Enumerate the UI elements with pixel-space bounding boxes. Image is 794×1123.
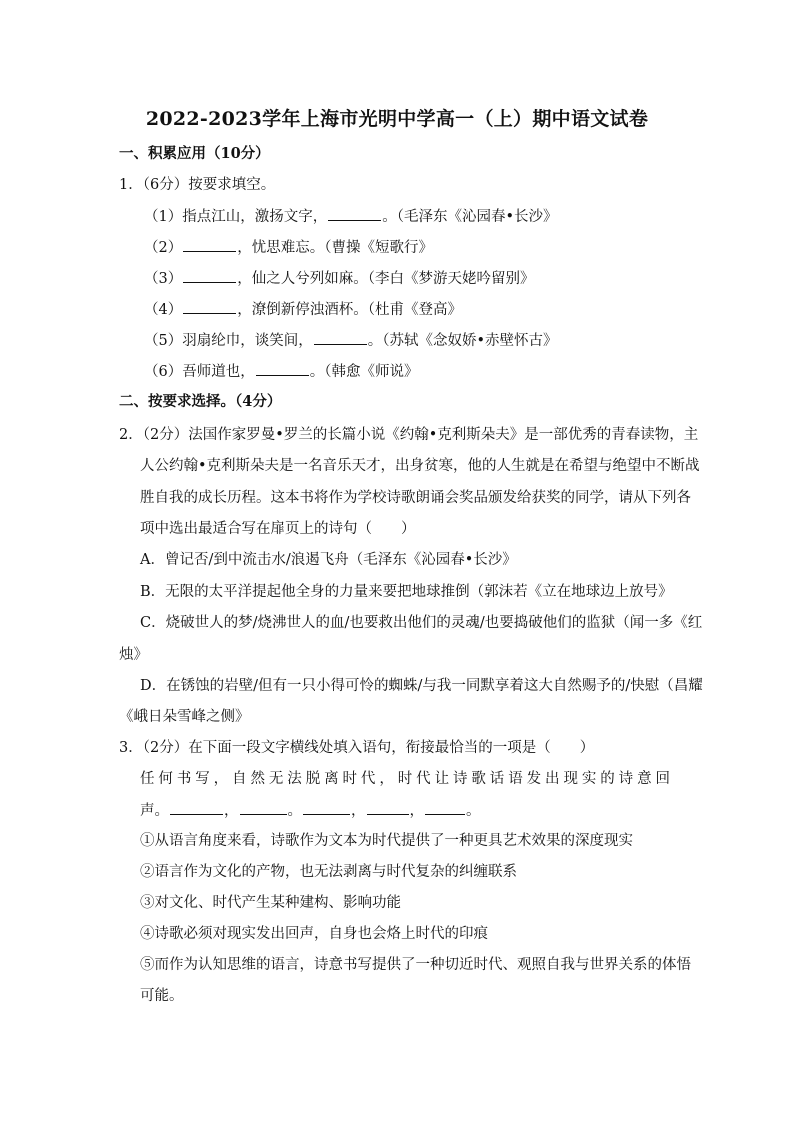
- q1-item-4-pre: （4）: [144, 302, 183, 318]
- q2-option-c[interactable]: C．烧破世人的梦/烧沸世人的血/也要救出他们的灵魂/也要捣破他们的监狱（闻一多《红: [140, 615, 703, 631]
- q3-blank-2[interactable]: [240, 800, 287, 815]
- q1-item-3-post: ，仙之人兮列如麻。（李白《梦游天姥吟留别》: [237, 271, 535, 287]
- q3-blank-4[interactable]: [367, 800, 409, 815]
- section-1-heading: 一、积累应用（10分）: [119, 145, 270, 162]
- q3-sep-2: 。: [287, 803, 302, 819]
- q2-option-a[interactable]: A．曾记否/到中流击水/浪遏飞舟（毛泽东《沁园春•长沙》: [140, 552, 517, 568]
- q3-passage-pre: 声。: [140, 803, 169, 819]
- q1-stem: 1．（6分）按要求填空。: [119, 177, 276, 193]
- q1-item-5-post: 。（苏轼《念奴娇•赤壁怀古》: [367, 333, 558, 349]
- q2-stem-line-2: 人公约翰•克利斯朵夫是一名音乐天才，出身贫寒，他的人生就是在希望与绝望中不断战: [140, 458, 700, 474]
- q3-stem: 3．（2分）在下面一段文字横线处填入语句，衔接最恰当的一项是（ ）: [119, 740, 595, 756]
- q1-item-6-blank[interactable]: [256, 361, 309, 376]
- q2-option-d[interactable]: D．在锈蚀的岩壁/但有一只小得可怜的蜘蛛/与我一同默享着这大自然赐予的/快慰（昌耀: [140, 678, 703, 694]
- q1-item-1-post: 。（毛泽东《沁园春•长沙》: [382, 209, 558, 225]
- q2-option-b[interactable]: B．无限的太平洋提起他全身的力量来要把地球推倒（郭沫若《立在地球边上放号》: [140, 584, 673, 600]
- q3-sep-3: ，: [351, 803, 366, 819]
- q3-passage-line-1: 任何书写，自然无法脱离时代，时代让诗歌话语发出现实的诗意回: [140, 771, 670, 787]
- q1-item-4: [144, 299, 462, 320]
- q3-option-5[interactable]: ⑤而作为认知思维的语言，诗意书写提供了一种切近时代、观照自我与世界关系的体悟: [140, 957, 691, 973]
- q1-item-5-blank[interactable]: [314, 330, 367, 345]
- q3-sep-4: ，: [409, 803, 424, 819]
- q3-blank-1[interactable]: [170, 800, 223, 815]
- q1-item-1: [144, 206, 558, 227]
- exam-title: 2022-2023学年上海市光明中学高一（上）期中语文试卷: [145, 108, 649, 130]
- q3-blank-3[interactable]: [303, 800, 350, 815]
- q3-sep-1: ，: [224, 803, 239, 819]
- q3-option-4[interactable]: ④诗歌必须对现实发出回声，自身也会烙上时代的印痕: [140, 926, 488, 942]
- q1-item-1-pre: （1）指点江山，激扬文字，: [144, 209, 328, 225]
- q1-item-6-post: 。（韩愈《师说》: [309, 364, 419, 380]
- q1-item-6-pre: （6）吾师道也，: [144, 364, 255, 380]
- q3-option-3[interactable]: ③对文化、时代产生某种建构、影响功能: [140, 895, 401, 911]
- q1-item-4-post: ，潦倒新停浊酒杯。（杜甫《登高》: [237, 302, 462, 318]
- q1-item-3-pre: （3）: [144, 271, 183, 287]
- q3-option-1[interactable]: ①从语言角度来看，诗歌作为文本为时代提供了一种更具艺术效果的深度现实: [140, 833, 633, 849]
- q2-stem-line-1: 2．（2分）法国作家罗曼•罗兰的长篇小说《约翰•克利斯朵夫》是一部优秀的青春读物，主: [119, 427, 699, 443]
- q1-item-6: [144, 361, 418, 382]
- q1-item-2-blank[interactable]: [183, 237, 236, 252]
- q1-item-1-blank[interactable]: [328, 206, 381, 221]
- q2-option-c-cont: 烛》: [119, 647, 148, 663]
- q1-item-5-pre: （5）羽扇纶巾，谈笑间，: [144, 333, 313, 349]
- q1-item-3-blank[interactable]: [183, 268, 236, 283]
- section-2-heading: 二、按要求选择。（4分）: [119, 393, 282, 410]
- q2-stem-line-4: 项中选出最适合写在扉页上的诗句（ ）: [140, 521, 416, 537]
- q1-item-2-pre: （2）: [144, 240, 183, 256]
- q3-sep-5: 。: [466, 803, 481, 819]
- q2-stem-line-3: 胜自我的成长历程。这本书将作为学校诗歌朗诵会奖品颁发给获奖的同学，请从下列各: [140, 490, 691, 506]
- q3-option-5-cont: 可能。: [140, 988, 184, 1004]
- q3-blank-5[interactable]: [425, 800, 465, 815]
- q1-item-2-post: ，忧思难忘。（曹操《短歌行》: [237, 240, 433, 256]
- q3-option-2[interactable]: ②语言作为文化的产物，也无法剥离与时代复杂的纠缠联系: [140, 864, 517, 880]
- q1-item-5: [144, 330, 558, 351]
- q1-item-3: [144, 268, 534, 289]
- q1-item-4-blank[interactable]: [183, 299, 236, 314]
- q1-item-2: [144, 237, 433, 258]
- q3-passage-line-2: [140, 800, 481, 821]
- q2-option-d-cont: 《峨日朵雪峰之侧》: [119, 709, 250, 725]
